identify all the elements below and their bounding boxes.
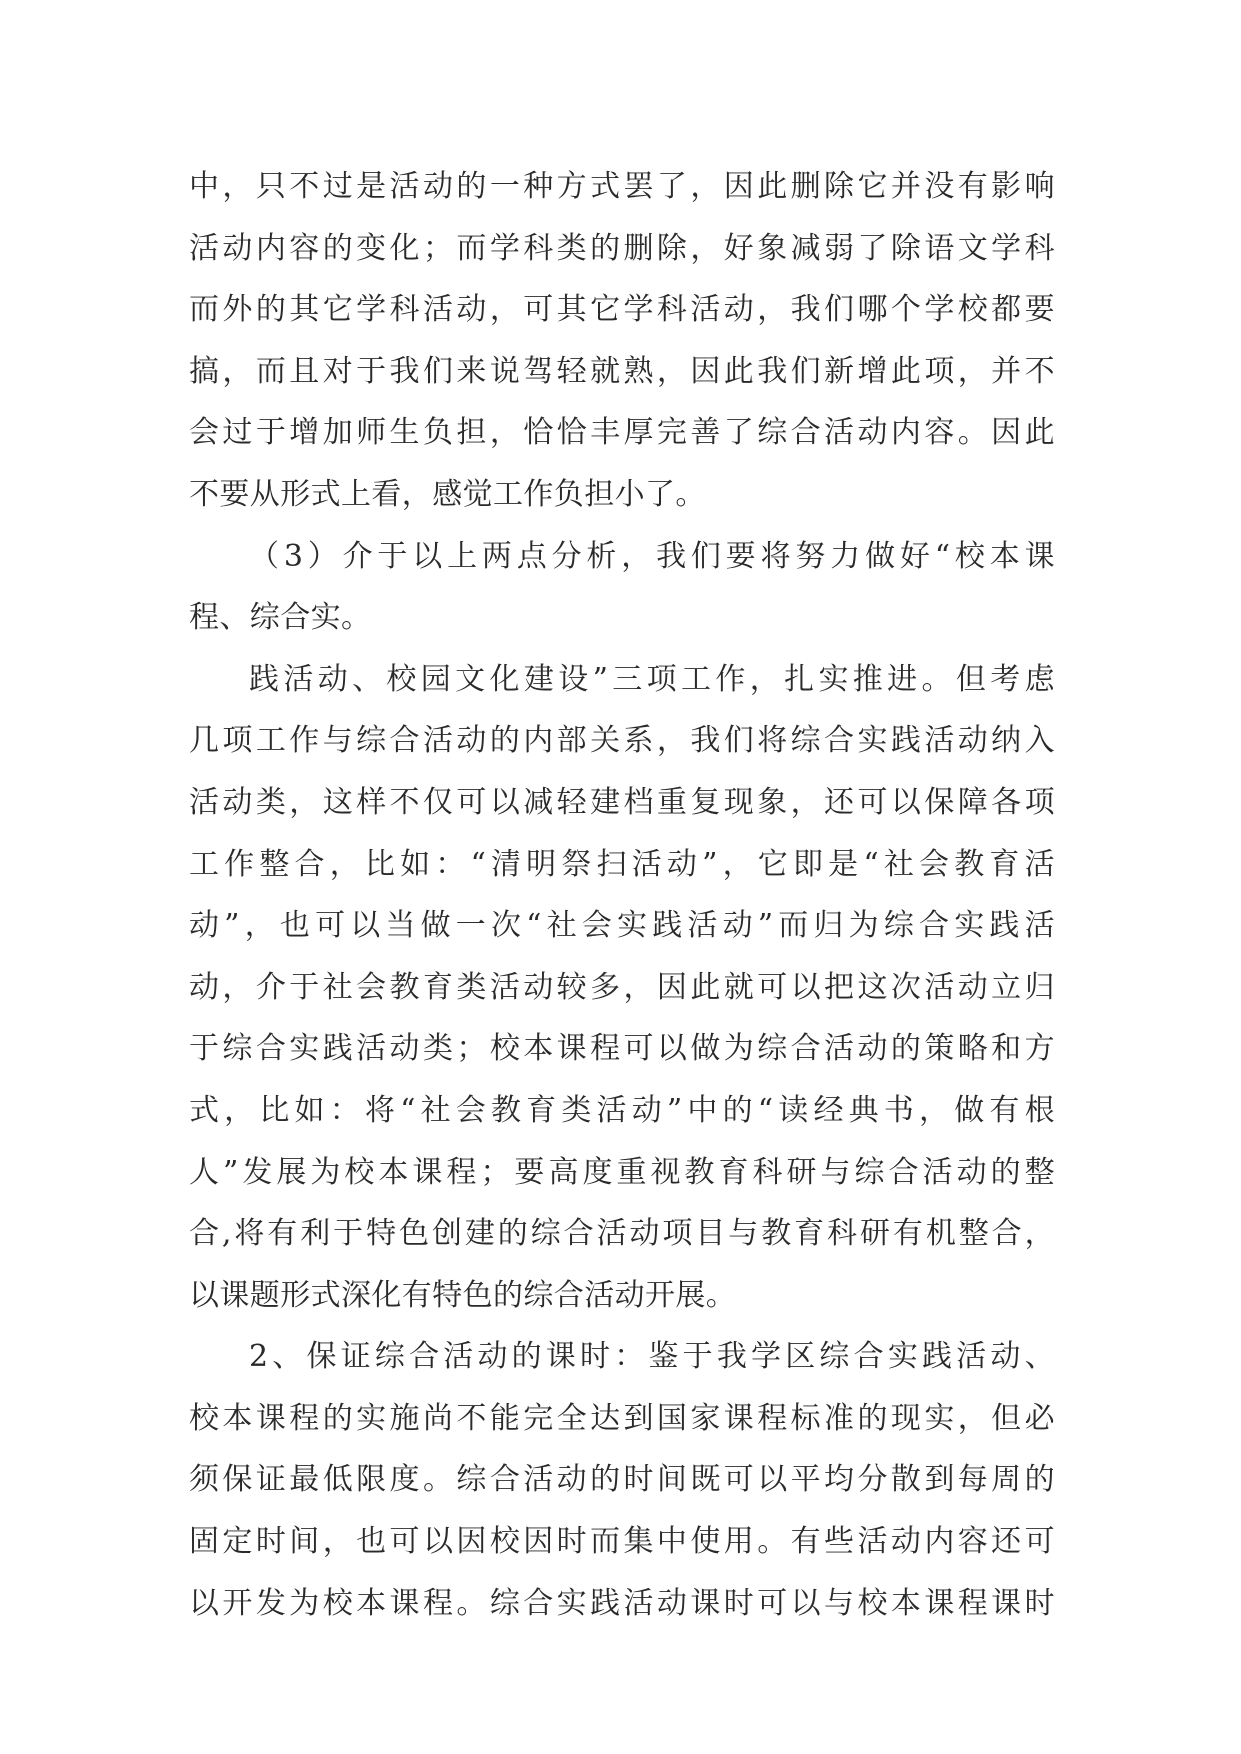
paragraph (189, 156, 1055, 526)
text-line: 2、保证综合活动的课时：鉴于我学区综合实践活动、 (249, 1339, 1055, 1375)
paragraph (189, 526, 1055, 649)
text-line: 以课题形式深化有特色的综合活动开展。 (189, 1277, 737, 1313)
text-line: 固定时间，也可以因校因时而集中使用。有些活动内容还可 (189, 1524, 1055, 1560)
text-line: 会过于增加师生负担，恰恰丰厚完善了综合活动内容。因此 (189, 415, 1055, 451)
text-line: 活动内容的变化；而学科类的删除，好象减弱了除语文学科 (189, 230, 1055, 266)
text-line: 不要从形式上看，感觉工作负担小了。 (189, 476, 706, 512)
text-line: 程、综合实。 (189, 600, 372, 636)
text-line: 人”发展为校本课程；要高度重视教育科研与综合活动的整 (189, 1154, 1055, 1190)
text-line: （3）介于以上两点分析，我们要将努力做好“校本课 (249, 538, 1055, 574)
paragraph (189, 649, 1055, 1327)
text-line: 合,将有利于特色创建的综合活动项目与教育科研有机整合， (189, 1216, 1055, 1252)
text-line: 于综合实践活动类；校本课程可以做为综合活动的策略和方 (189, 1031, 1055, 1067)
text-line: 动”，也可以当做一次“社会实践活动”而归为综合实践活 (189, 908, 1055, 944)
text-line: 工作整合，比如：“清明祭扫活动”，它即是“社会教育活 (189, 846, 1055, 882)
document-body (189, 156, 1055, 1634)
text-line: 而外的其它学科活动，可其它学科活动，我们哪个学校都要 (189, 292, 1055, 328)
text-line: 动，介于社会教育类活动较多，因此就可以把这次活动立归 (189, 969, 1055, 1005)
text-line: 搞，而且对于我们来说驾轻就熟，因此我们新增此项，并不 (189, 353, 1055, 389)
text-line: 几项工作与综合活动的内部关系，我们将综合实践活动纳入 (189, 723, 1055, 759)
text-line: 活动类，这样不仅可以减轻建档重复现象，还可以保障各项 (189, 784, 1055, 820)
text-line: 式，比如：将“社会教育类活动”中的“读经典书，做有根 (189, 1092, 1055, 1128)
text-line: 须保证最低限度。综合活动的时间既可以平均分散到每周的 (189, 1462, 1055, 1498)
text-line: 中，只不过是活动的一种方式罢了，因此删除它并没有影响 (189, 169, 1055, 204)
text-line: 校本课程的实施尚不能完全达到国家课程标准的现实，但必 (189, 1400, 1055, 1436)
paragraph (189, 1326, 1055, 1634)
text-line: 以开发为校本课程。综合实践活动课时可以与校本课程课时 (189, 1585, 1055, 1621)
text-line: 践活动、校园文化建设”三项工作，扎实推进。但考虑 (249, 661, 1055, 697)
